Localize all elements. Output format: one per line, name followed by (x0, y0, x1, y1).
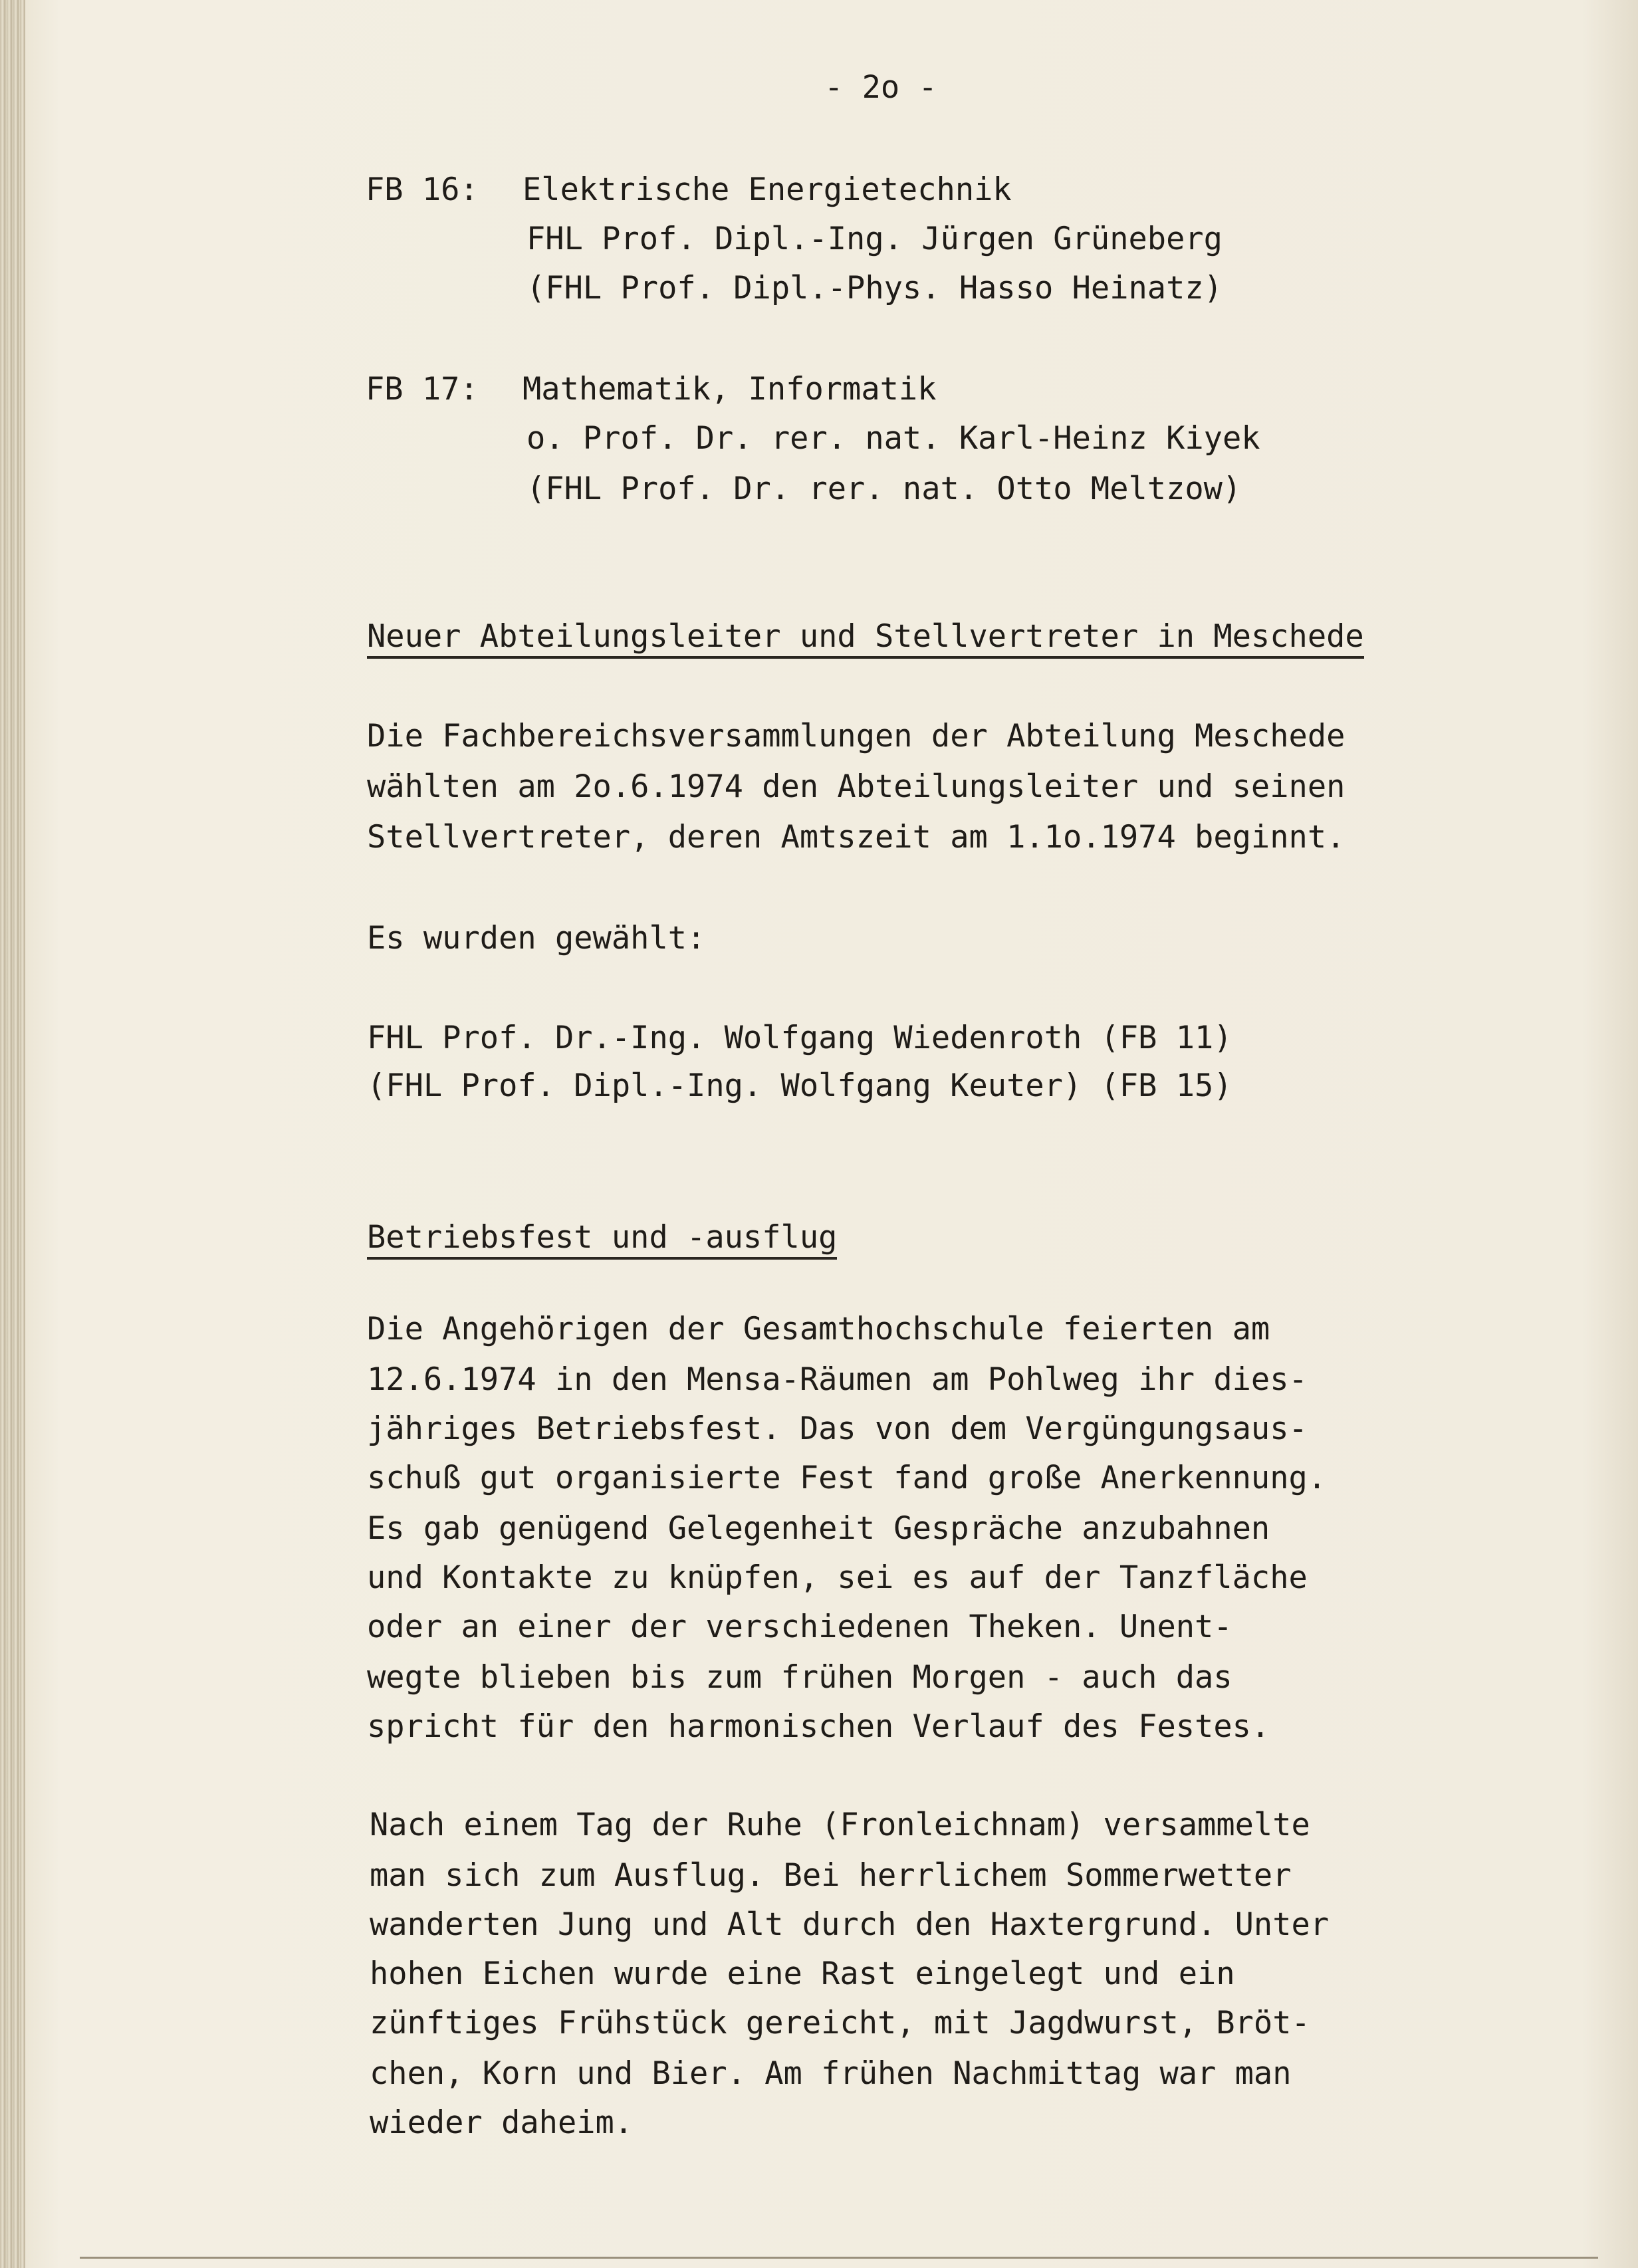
paragraph-line: Nach einem Tag der Ruhe (Fronleichnam) versammelte (370, 1807, 1310, 1843)
paragraph-line: spricht für den harmonischen Verlauf des Festes. (367, 1708, 1270, 1745)
paragraph-line: jähriges Betriebsfest. Das von dem Vergüngungsaus- (367, 1411, 1308, 1447)
paragraph-line: wählten am 2o.6.1974 den Abteilungsleiter und seinen (367, 768, 1346, 805)
dept-person-fb16-2: (FHL Prof. Dipl.-Phys. Hasso Heinatz) (526, 270, 1223, 306)
paragraph-line: Die Angehörigen der Gesamthochschule feierten am (367, 1311, 1270, 1347)
elected-person-1: FHL Prof. Dr.-Ing. Wolfgang Wiedenroth (FB 11) (367, 1020, 1232, 1056)
section-heading-meschede: Neuer Abteilungsleiter und Stellvertreter in Meschede (367, 621, 1364, 659)
book-binding (0, 0, 25, 2268)
dept-person-fb16-1: FHL Prof. Dipl.-Ing. Jürgen Grüneberg (526, 221, 1223, 257)
paragraph-line: Stellvertreter, deren Amtszeit am 1.1o.1974 beginnt. (367, 819, 1346, 855)
paragraph-line: schuß gut organisierte Fest fand große Anerkennung. (367, 1460, 1327, 1496)
page-edge-line (80, 2257, 1598, 2259)
paragraph-line: wieder daheim. (370, 2104, 634, 2141)
section-heading-betriebsfest: Betriebsfest und -ausflug (367, 1222, 837, 1260)
paragraph-line: Die Fachbereichsversammlungen der Abteilung Meschede (367, 718, 1346, 754)
paragraph-line: hohen Eichen wurde eine Rast eingelegt und ein (370, 1956, 1235, 1992)
elected-person-2: (FHL Prof. Dipl.-Ing. Wolfgang Keuter) (FB 15) (367, 1068, 1232, 1104)
paragraph-line: und Kontakte zu knüpfen, sei es auf der Tanzfläche (367, 1559, 1308, 1596)
paragraph-line: zünftiges Frühstück gereicht, mit Jagdwurst, Bröt- (370, 2005, 1310, 2041)
paragraph-line: wegte blieben bis zum frühen Morgen - auch das (367, 1659, 1232, 1696)
paragraph-line: Es gab genügend Gelegenheit Gespräche anzubahnen (367, 1510, 1270, 1547)
elected-intro: Es wurden gewählt: (367, 920, 706, 957)
paragraph-line: oder an einer der verschiedenen Theken. Unent- (367, 1609, 1232, 1645)
dept-person-fb17-1: o. Prof. Dr. rer. nat. Karl-Heinz Kiyek (526, 420, 1260, 457)
dept-name-fb17: Mathematik, Informatik (523, 371, 937, 407)
dept-code-fb17: FB 17: (366, 371, 479, 407)
paragraph-line: man sich zum Ausflug. Bei herrlichem Sommerwetter (370, 1857, 1292, 1894)
paragraph-line: wanderten Jung und Alt durch den Haxtergrund. Unter (370, 1906, 1330, 1943)
dept-code-fb16: FB 16: (366, 171, 479, 208)
paragraph-line: 12.6.1974 in den Mensa-Räumen am Pohlweg ihr dies- (367, 1361, 1308, 1398)
dept-person-fb17-2: (FHL Prof. Dr. rer. nat. Otto Meltzow) (526, 471, 1242, 507)
paragraph-line: chen, Korn und Bier. Am frühen Nachmittag war man (370, 2055, 1292, 2092)
dept-name-fb16: Elektrische Energietechnik (523, 171, 1012, 208)
page-number: - 2o - (824, 69, 937, 106)
